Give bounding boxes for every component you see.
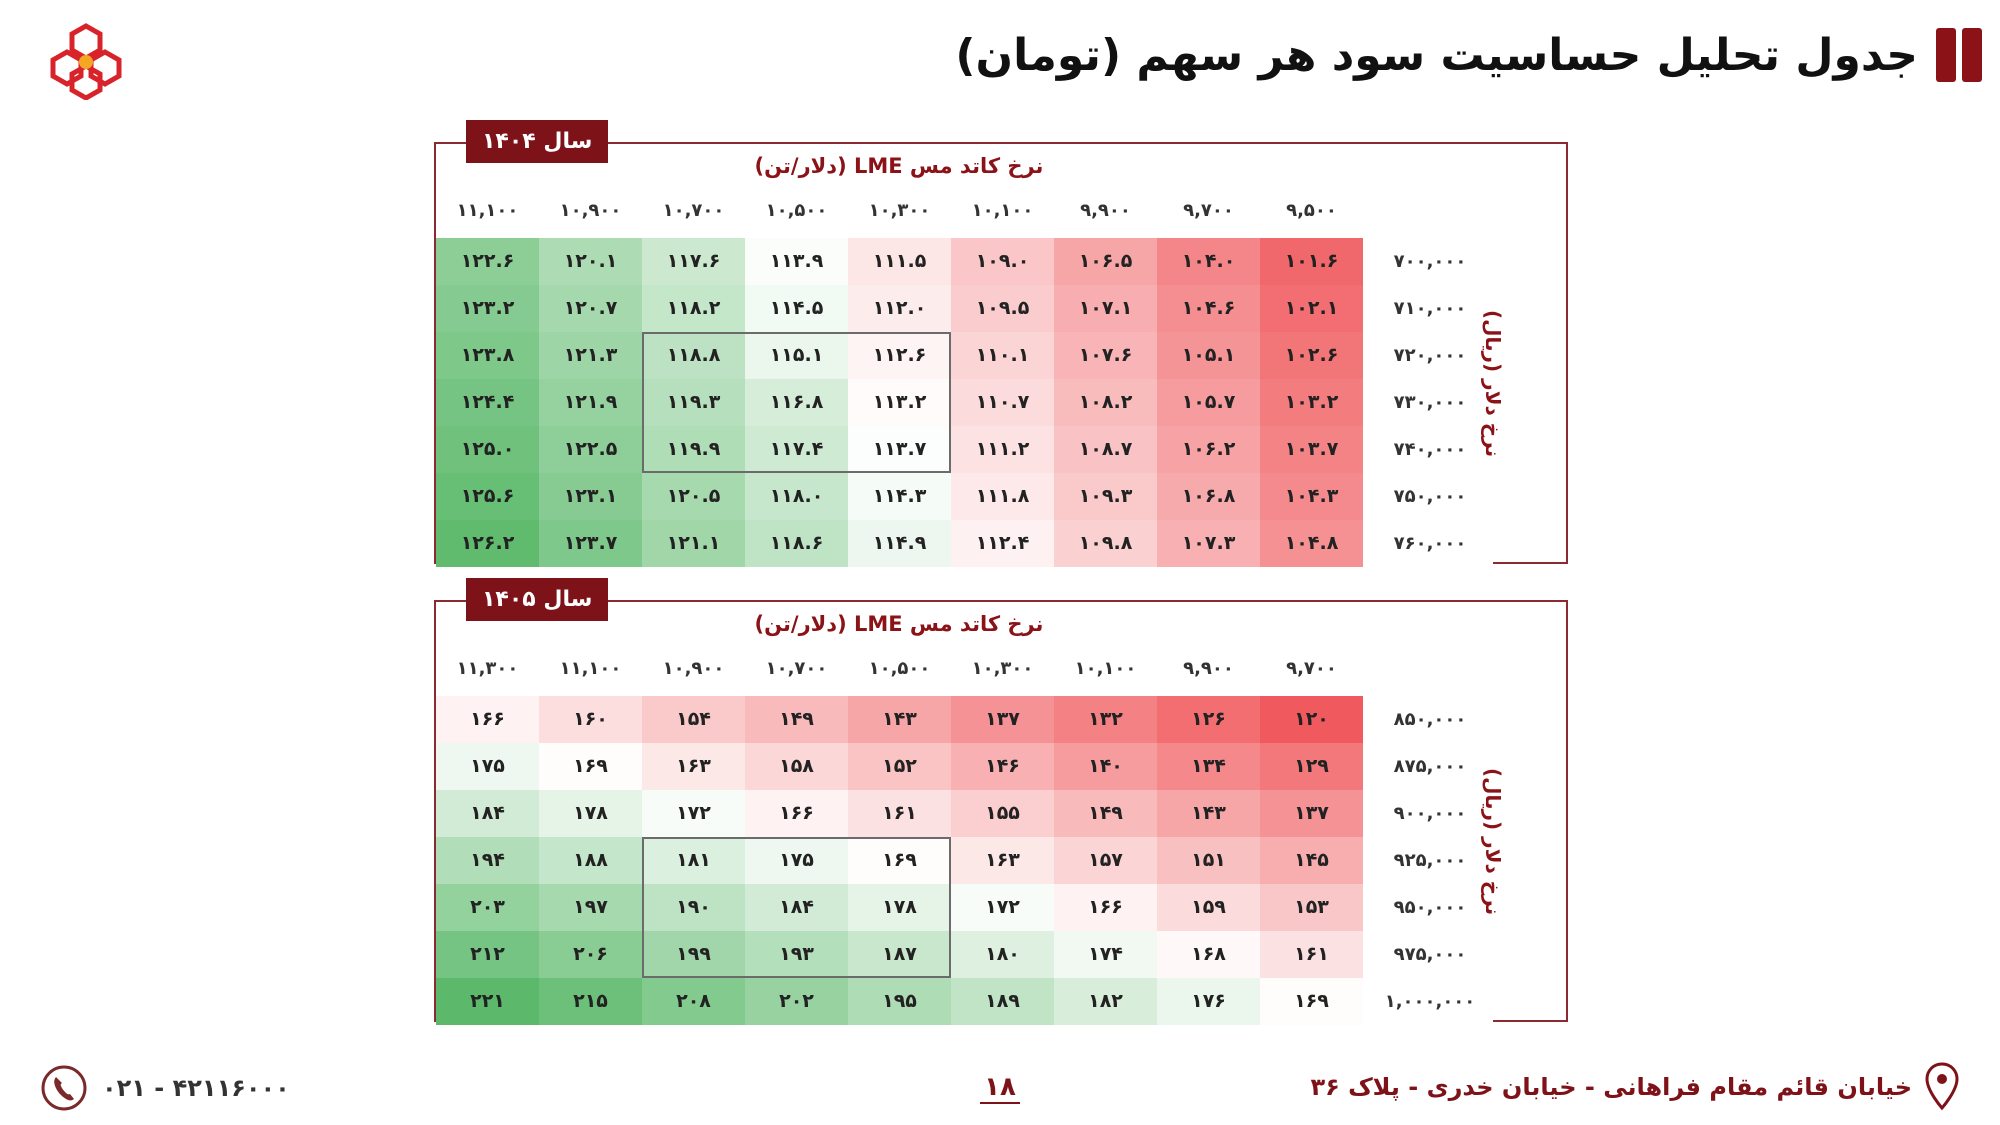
- table-cell: ۱۹۷: [539, 884, 642, 931]
- table-cell: ۱۰۹.۵: [951, 285, 1054, 332]
- table-row: [436, 696, 1493, 743]
- table-cell: ۱۱۸.۰: [745, 473, 848, 520]
- table-cell: ۱۸۱: [642, 837, 745, 884]
- table-cell: ۱۲۰.۷: [539, 285, 642, 332]
- table-cell: ۱۱۵.۱: [745, 332, 848, 379]
- col-header: ۱۰,۹۰۰: [662, 658, 725, 679]
- table-cell: ۱۱۳.۷: [848, 426, 951, 473]
- col-header: ۹,۷۰۰: [1286, 658, 1337, 679]
- table-cell: ۱۱۲.۰: [848, 285, 951, 332]
- table-cell: ۱۷۲: [642, 790, 745, 837]
- table-cell: ۱۷۸: [848, 884, 951, 931]
- table-cell: ۱۰۴.۰: [1157, 238, 1260, 285]
- table-cell: ۱۹۵: [848, 978, 951, 1025]
- table-cell: ۱۵۳: [1260, 884, 1363, 931]
- table-cell: ۱۶۶: [745, 790, 848, 837]
- col-header: ۹,۹۰۰: [1183, 658, 1234, 679]
- table-cell: ۱۲۹: [1260, 743, 1363, 790]
- table-cell: ۲۱۲: [436, 931, 539, 978]
- table-cell: ۱۸۲: [1054, 978, 1157, 1025]
- table-cell: ۱۶۱: [848, 790, 951, 837]
- dollar-rate-axis-title: نرخ دلار (ریال): [1481, 310, 1505, 458]
- table-cell: ۱۰۷.۳: [1157, 520, 1260, 567]
- table-cell: ۱۶۹: [539, 743, 642, 790]
- location-pin-icon: [1924, 1062, 1960, 1112]
- table-cell: ۱۱۱.۸: [951, 473, 1054, 520]
- table-row: [436, 473, 1493, 520]
- col-header: ۱۰,۱۰۰: [1074, 658, 1137, 679]
- table-cell: ۱۰۱.۶: [1260, 238, 1363, 285]
- row-header: ۸۷۵,۰۰۰: [1363, 743, 1493, 790]
- table-cell: ۱۱۸.۲: [642, 285, 745, 332]
- table-row: [436, 931, 1493, 978]
- table-cell: ۱۰۲.۱: [1260, 285, 1363, 332]
- col-header: ۹,۷۰۰: [1183, 200, 1234, 221]
- table-cell: ۱۰۴.۶: [1157, 285, 1260, 332]
- table-row: [436, 837, 1493, 884]
- column-headers: [436, 658, 1363, 679]
- sensitivity-table-1404: [434, 129, 1568, 564]
- table-cell: ۲۰۲: [745, 978, 848, 1025]
- table-cell: ۱۴۶: [951, 743, 1054, 790]
- table-cell: ۱۱۴.۵: [745, 285, 848, 332]
- table-cell: ۱۱۳.۹: [745, 238, 848, 285]
- table-cell: ۱۵۹: [1157, 884, 1260, 931]
- col-header: ۱۰,۱۰۰: [971, 200, 1034, 221]
- table-cell: ۱۲۰.۵: [642, 473, 745, 520]
- row-header: ۷۰۰,۰۰۰: [1363, 238, 1493, 285]
- table-cell: ۱۹۴: [436, 837, 539, 884]
- table-cell: ۱۲۲.۶: [436, 238, 539, 285]
- page-header: [955, 28, 1982, 82]
- table-cell: ۱۹۳: [745, 931, 848, 978]
- col-header: ۱۰,۷۰۰: [765, 658, 828, 679]
- table-cell: ۱۲۲.۵: [539, 426, 642, 473]
- page-title: جدول تحلیل حساسیت سود هر سهم (تومان): [955, 29, 1918, 81]
- table-cell: ۱۷۲: [951, 884, 1054, 931]
- row-header: ۹۷۵,۰۰۰: [1363, 931, 1493, 978]
- company-logo: [50, 22, 122, 100]
- table-cell: ۱۰۵.۱: [1157, 332, 1260, 379]
- table-cell: ۱۲۱.۳: [539, 332, 642, 379]
- table-row: [436, 520, 1493, 567]
- title-accent-bars: [1936, 28, 1982, 82]
- table-cell: ۱۳۴: [1157, 743, 1260, 790]
- table-cell: ۱۰۹.۳: [1054, 473, 1157, 520]
- table-row: [436, 379, 1493, 426]
- table-row: [436, 790, 1493, 837]
- col-header: ۱۰,۷۰۰: [662, 200, 725, 221]
- col-header: ۱۰,۳۰۰: [868, 200, 931, 221]
- table-cell: ۱۰۸.۲: [1054, 379, 1157, 426]
- table-cell: ۱۱۷.۴: [745, 426, 848, 473]
- row-header: ۹۵۰,۰۰۰: [1363, 884, 1493, 931]
- col-header: ۹,۵۰۰: [1286, 200, 1337, 221]
- table-cell: ۱۸۴: [436, 790, 539, 837]
- table-row: [436, 238, 1493, 285]
- col-header: ۹,۹۰۰: [1080, 200, 1131, 221]
- table-cell: ۱۶۱: [1260, 931, 1363, 978]
- col-header: ۱۰,۳۰۰: [971, 658, 1034, 679]
- table-cell: ۱۱۲.۶: [848, 332, 951, 379]
- table-cell: ۱۰۵.۷: [1157, 379, 1260, 426]
- table-row: [436, 426, 1493, 473]
- table-cell: ۱۰۲.۶: [1260, 332, 1363, 379]
- table-cell: ۱۵۲: [848, 743, 951, 790]
- table-cell: ۲۱۵: [539, 978, 642, 1025]
- table-cell: ۱۶۸: [1157, 931, 1260, 978]
- table-cell: ۱۳۷: [1260, 790, 1363, 837]
- table-cell: ۱۶۳: [951, 837, 1054, 884]
- column-headers: [436, 200, 1363, 221]
- row-header: ۹۰۰,۰۰۰: [1363, 790, 1493, 837]
- table-cell: ۱۰۶.۸: [1157, 473, 1260, 520]
- table-cell: ۱۰۹.۰: [951, 238, 1054, 285]
- table-cell: ۱۶۳: [642, 743, 745, 790]
- table-cell: ۱۶۹: [848, 837, 951, 884]
- heatmap-grid: [436, 238, 1493, 567]
- table-cell: ۲۰۸: [642, 978, 745, 1025]
- table-cell: ۱۰۸.۷: [1054, 426, 1157, 473]
- table-row: [436, 978, 1493, 1025]
- table-cell: ۱۲۶.۲: [436, 520, 539, 567]
- table-cell: ۱۲۳.۸: [436, 332, 539, 379]
- table-cell: ۱۱۰.۷: [951, 379, 1054, 426]
- table-cell: ۱۸۴: [745, 884, 848, 931]
- table-cell: ۱۴۳: [1157, 790, 1260, 837]
- table-cell: ۱۶۶: [436, 696, 539, 743]
- col-header: ۱۰,۵۰۰: [765, 200, 828, 221]
- row-header: ۷۱۰,۰۰۰: [1363, 285, 1493, 332]
- table-cell: ۱۰۳.۲: [1260, 379, 1363, 426]
- copper-price-axis-title: نرخ کاتد مس LME (دلار/تن): [754, 154, 1044, 178]
- table-cell: ۱۵۵: [951, 790, 1054, 837]
- table-cell: ۱۷۴: [1054, 931, 1157, 978]
- table-cell: ۱۰۴.۳: [1260, 473, 1363, 520]
- table-row: [436, 743, 1493, 790]
- table-cell: ۱۱۸.۶: [745, 520, 848, 567]
- table-cell: ۱۰۳.۷: [1260, 426, 1363, 473]
- table-cell: ۱۲۶: [1157, 696, 1260, 743]
- row-header: ۷۵۰,۰۰۰: [1363, 473, 1493, 520]
- table-cell: ۱۰۶.۲: [1157, 426, 1260, 473]
- row-header: ۷۳۰,۰۰۰: [1363, 379, 1493, 426]
- row-header: ۷۴۰,۰۰۰: [1363, 426, 1493, 473]
- table-cell: ۱۱۴.۳: [848, 473, 951, 520]
- table-cell: ۲۰۶: [539, 931, 642, 978]
- table-cell: ۱۵۱: [1157, 837, 1260, 884]
- row-header: ۷۲۰,۰۰۰: [1363, 332, 1493, 379]
- table-cell: ۱۸۰: [951, 931, 1054, 978]
- table-cell: ۱۲۵.۶: [436, 473, 539, 520]
- table-cell: ۱۱۹.۹: [642, 426, 745, 473]
- table-cell: ۱۱۷.۶: [642, 238, 745, 285]
- table-cell: ۱۵۸: [745, 743, 848, 790]
- table-cell: ۱۰۴.۸: [1260, 520, 1363, 567]
- table-cell: ۱۶۹: [1260, 978, 1363, 1025]
- table-cell: ۱۲۳.۲: [436, 285, 539, 332]
- table-cell: ۱۵۴: [642, 696, 745, 743]
- phone-icon: [40, 1064, 88, 1112]
- year-tag-1404: سال ۱۴۰۴: [466, 120, 608, 163]
- table-cell: ۱۸۸: [539, 837, 642, 884]
- table-cell: ۱۸۷: [848, 931, 951, 978]
- year-tag-1405: سال ۱۴۰۵: [466, 578, 608, 621]
- heatmap-grid: [436, 696, 1493, 1025]
- table-cell: ۱۶۰: [539, 696, 642, 743]
- table-cell: ۱۳۷: [951, 696, 1054, 743]
- table-cell: ۱۱۸.۸: [642, 332, 745, 379]
- table-cell: ۱۲۰: [1260, 696, 1363, 743]
- table-cell: ۱۰۷.۱: [1054, 285, 1157, 332]
- table-cell: ۱۷۶: [1157, 978, 1260, 1025]
- col-header: ۱۱,۱۰۰: [456, 200, 519, 221]
- row-header: ۹۲۵,۰۰۰: [1363, 837, 1493, 884]
- table-cell: ۱۱۱.۵: [848, 238, 951, 285]
- footer-phone: [40, 1064, 290, 1112]
- table-cell: ۱۴۵: [1260, 837, 1363, 884]
- table-cell: ۱۲۱.۱: [642, 520, 745, 567]
- table-cell: ۲۰۳: [436, 884, 539, 931]
- col-header: ۱۰,۹۰۰: [559, 200, 622, 221]
- table-cell: ۱۸۹: [951, 978, 1054, 1025]
- row-header: ۷۶۰,۰۰۰: [1363, 520, 1493, 567]
- footer-address: [1310, 1062, 1960, 1112]
- table-cell: ۱۲۳.۱: [539, 473, 642, 520]
- table-cell: ۱۲۰.۱: [539, 238, 642, 285]
- table-cell: ۱۵۷: [1054, 837, 1157, 884]
- table-cell: ۱۰۷.۶: [1054, 332, 1157, 379]
- address-text: خیابان قائم مقام فراهانی - خیابان خدری - پلاک ۳۶: [1310, 1073, 1912, 1101]
- table-cell: ۱۹۰: [642, 884, 745, 931]
- sensitivity-table-1405: [434, 587, 1568, 1022]
- row-header: ۸۵۰,۰۰۰: [1363, 696, 1493, 743]
- copper-price-axis-title: نرخ کاتد مس LME (دلار/تن): [754, 612, 1044, 636]
- table-row: [436, 884, 1493, 931]
- col-header: ۱۱,۱۰۰: [559, 658, 622, 679]
- table-cell: ۱۱۰.۱: [951, 332, 1054, 379]
- table-row: [436, 332, 1493, 379]
- table-cell: ۱۴۹: [1054, 790, 1157, 837]
- table-cell: ۱۱۱.۲: [951, 426, 1054, 473]
- table-cell: ۱۴۰: [1054, 743, 1157, 790]
- table-cell: ۱۱۲.۴: [951, 520, 1054, 567]
- table-cell: ۱۶۶: [1054, 884, 1157, 931]
- table-cell: ۱۹۹: [642, 931, 745, 978]
- table-cell: ۱۴۳: [848, 696, 951, 743]
- col-header: ۱۱,۳۰۰: [456, 658, 519, 679]
- table-cell: ۱۲۱.۹: [539, 379, 642, 426]
- table-cell: ۱۰۶.۵: [1054, 238, 1157, 285]
- table-cell: ۱۲۳.۷: [539, 520, 642, 567]
- table-cell: ۱۱۹.۳: [642, 379, 745, 426]
- table-row: [436, 285, 1493, 332]
- dollar-rate-axis-title: نرخ دلار (ریال): [1481, 768, 1505, 916]
- page-number: ۱۸: [980, 1072, 1020, 1104]
- table-cell: ۱۱۶.۸: [745, 379, 848, 426]
- table-cell: ۱۷۵: [436, 743, 539, 790]
- table-cell: ۱۴۹: [745, 696, 848, 743]
- table-cell: ۱۱۳.۲: [848, 379, 951, 426]
- table-cell: ۱۲۵.۰: [436, 426, 539, 473]
- col-header: ۱۰,۵۰۰: [868, 658, 931, 679]
- table-cell: ۲۲۱: [436, 978, 539, 1025]
- table-cell: ۱۱۴.۹: [848, 520, 951, 567]
- table-cell: ۱۰۹.۸: [1054, 520, 1157, 567]
- table-cell: ۱۷۵: [745, 837, 848, 884]
- table-cell: ۱۳۲: [1054, 696, 1157, 743]
- phone-number: ۰۲۱ - ۴۲۱۱۶۰۰۰: [102, 1074, 290, 1102]
- table-cell: ۱۷۸: [539, 790, 642, 837]
- row-header: ۱,۰۰۰,۰۰۰: [1363, 978, 1493, 1025]
- table-cell: ۱۲۴.۴: [436, 379, 539, 426]
